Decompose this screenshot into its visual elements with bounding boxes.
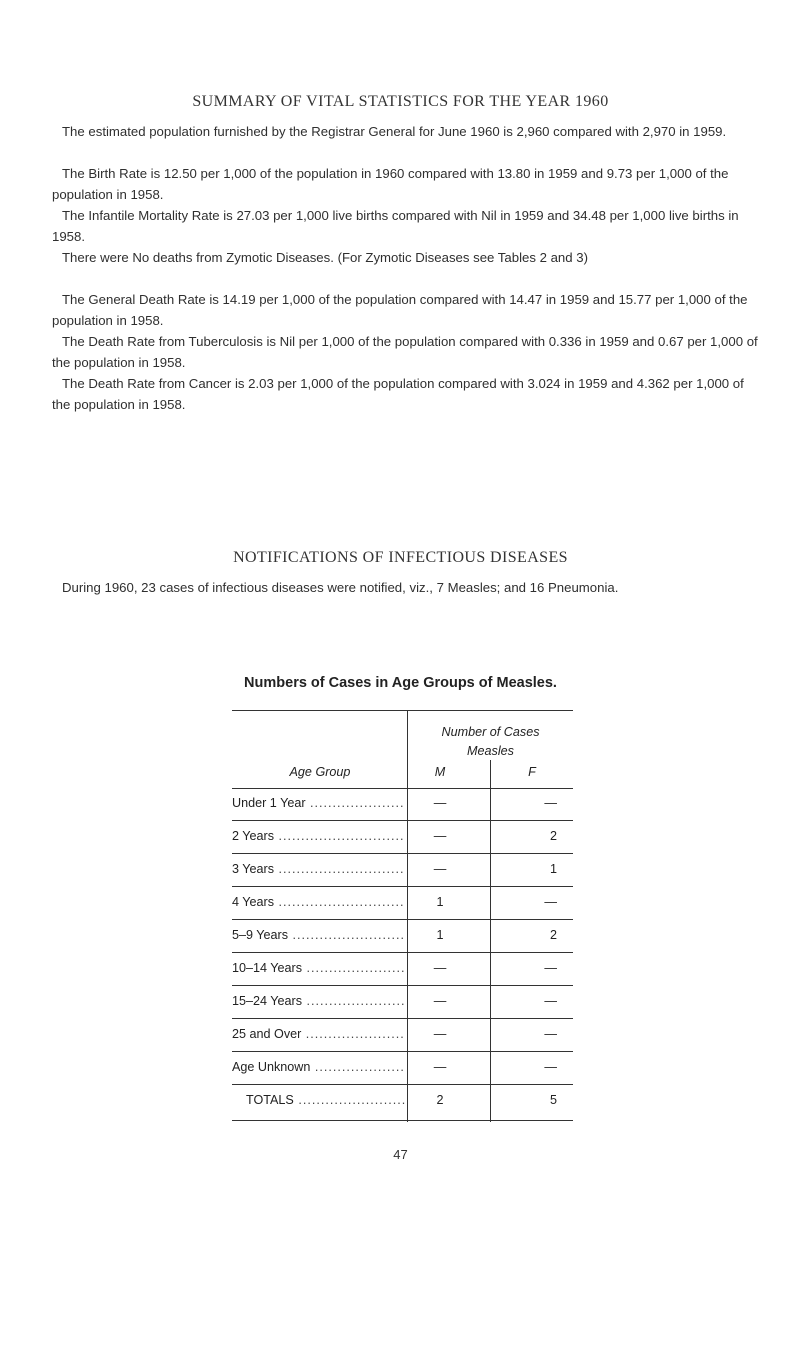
measles-table-lower (232, 1018, 573, 1122)
male-count-cell: — (433, 829, 447, 843)
table-row (232, 988, 573, 1021)
header-m: M (434, 765, 446, 779)
table-top-rule (232, 710, 573, 711)
table-row (232, 955, 573, 988)
table-row (232, 889, 573, 922)
notifications-heading: NOTIFICATIONS OF INFECTIOUS DISEASES (233, 549, 568, 566)
age-group-cell: Under 1 Year ..... (232, 796, 405, 810)
row-rule (232, 952, 573, 953)
female-count-cell: — (544, 796, 557, 810)
para-population: The estimated population furnished by the Registrar General for June 1960 is 2,960 compared with 2,970 in 1959. (62, 124, 727, 139)
female-count-cell: — (544, 895, 557, 909)
measles-age-table (232, 710, 573, 1040)
row-rule (232, 985, 573, 986)
header-age-group: Age Group (289, 765, 351, 779)
female-count-cell: 1 (549, 862, 557, 876)
age-group-cell: 15–24 Years ..... (232, 994, 405, 1008)
totals-label: TOTALS ..... (232, 1093, 405, 1107)
age-group-cell: 25 and Over ..... (232, 1027, 405, 1041)
male-count-cell: 1 (436, 895, 444, 909)
summary-heading: SUMMARY OF VITAL STATISTICS FOR THE YEAR 1960 (192, 93, 609, 110)
totals-row (232, 1087, 573, 1120)
row-rule (232, 1084, 573, 1085)
male-count-cell: 1 (436, 928, 444, 942)
header-rule (232, 788, 573, 789)
female-count-cell: 2 (549, 928, 557, 942)
male-total-cell: 2 (436, 1093, 444, 1107)
para-birth-rate: The Birth Rate is 12.50 per 1,000 of the population in 1960 compared with 13.80 in 1959 and 9.73 per 1,000 of the population in 1958. (52, 166, 729, 202)
table-row (232, 922, 573, 955)
age-group-cell: 5–9 Years ..... (232, 928, 405, 942)
table-bottom-rule (232, 1120, 573, 1121)
table-row (232, 790, 573, 823)
row-rule (232, 919, 573, 920)
female-count-cell: — (544, 994, 557, 1008)
male-count-cell: — (433, 1027, 447, 1041)
female-count-cell: — (544, 1060, 557, 1074)
male-count-cell: — (433, 994, 447, 1008)
age-group-cell: 3 Years ..... (232, 862, 405, 876)
para-general-death-rate: The General Death Rate is 14.19 per 1,000 of the population compared with 14.47 in 1959 and 15.77 per 1,000 of the population in 1958. (52, 292, 748, 328)
male-count-cell: — (433, 1060, 447, 1074)
male-count-cell: — (433, 796, 447, 810)
female-count-cell: 2 (549, 829, 557, 843)
header-f: F (528, 765, 536, 779)
age-group-cell: Age Unknown ..... (232, 1060, 405, 1074)
row-rule (232, 820, 573, 821)
para-cancer: The Death Rate from Cancer is 2.03 per 1,000 of the population compared with 3.024 in 1959 and 4.362 per 1,000 of the population in 1958. (52, 376, 744, 412)
age-group-cell: 4 Years ..... (232, 895, 405, 909)
row-rule (232, 1051, 573, 1052)
female-total-cell: 5 (549, 1093, 557, 1107)
page-number: 47 (393, 1147, 408, 1162)
table-row (232, 823, 573, 856)
row-rule (232, 853, 573, 854)
age-group-cell: 10–14 Years ..... (232, 961, 405, 975)
para-infantile-mortality: The Infantile Mortality Rate is 27.03 per 1,000 live births compared with Nil in 1959 and 34.48 per 1,000 live births in 1958. (52, 208, 739, 244)
female-count-cell: — (544, 961, 557, 975)
para-tuberculosis: The Death Rate from Tuberculosis is Nil per 1,000 of the population compared with 0.336 in 1959 and 0.67 per 1,000 of the population in 1958. (52, 334, 758, 370)
para-notifications: During 1960, 23 cases of infectious diseases were notified, viz., 7 Measles; and 16 Pneumonia. (62, 580, 619, 595)
table-row (232, 1054, 573, 1087)
row-rule (232, 886, 573, 887)
male-count-cell: — (433, 862, 447, 876)
para-zymotic: There were No deaths from Zymotic Diseases. (For Zymotic Diseases see Tables 2 and 3) (62, 250, 588, 265)
table-row (232, 856, 573, 889)
male-count-cell: — (433, 961, 447, 975)
table-title: Numbers of Cases in Age Groups of Measles. (244, 675, 557, 691)
header-number-of-cases: Number of Cases (441, 725, 540, 739)
table-row (232, 1021, 573, 1054)
female-count-cell: — (544, 1027, 557, 1041)
age-group-cell: 2 Years ..... (232, 829, 405, 843)
header-measles: Measles (467, 744, 514, 758)
